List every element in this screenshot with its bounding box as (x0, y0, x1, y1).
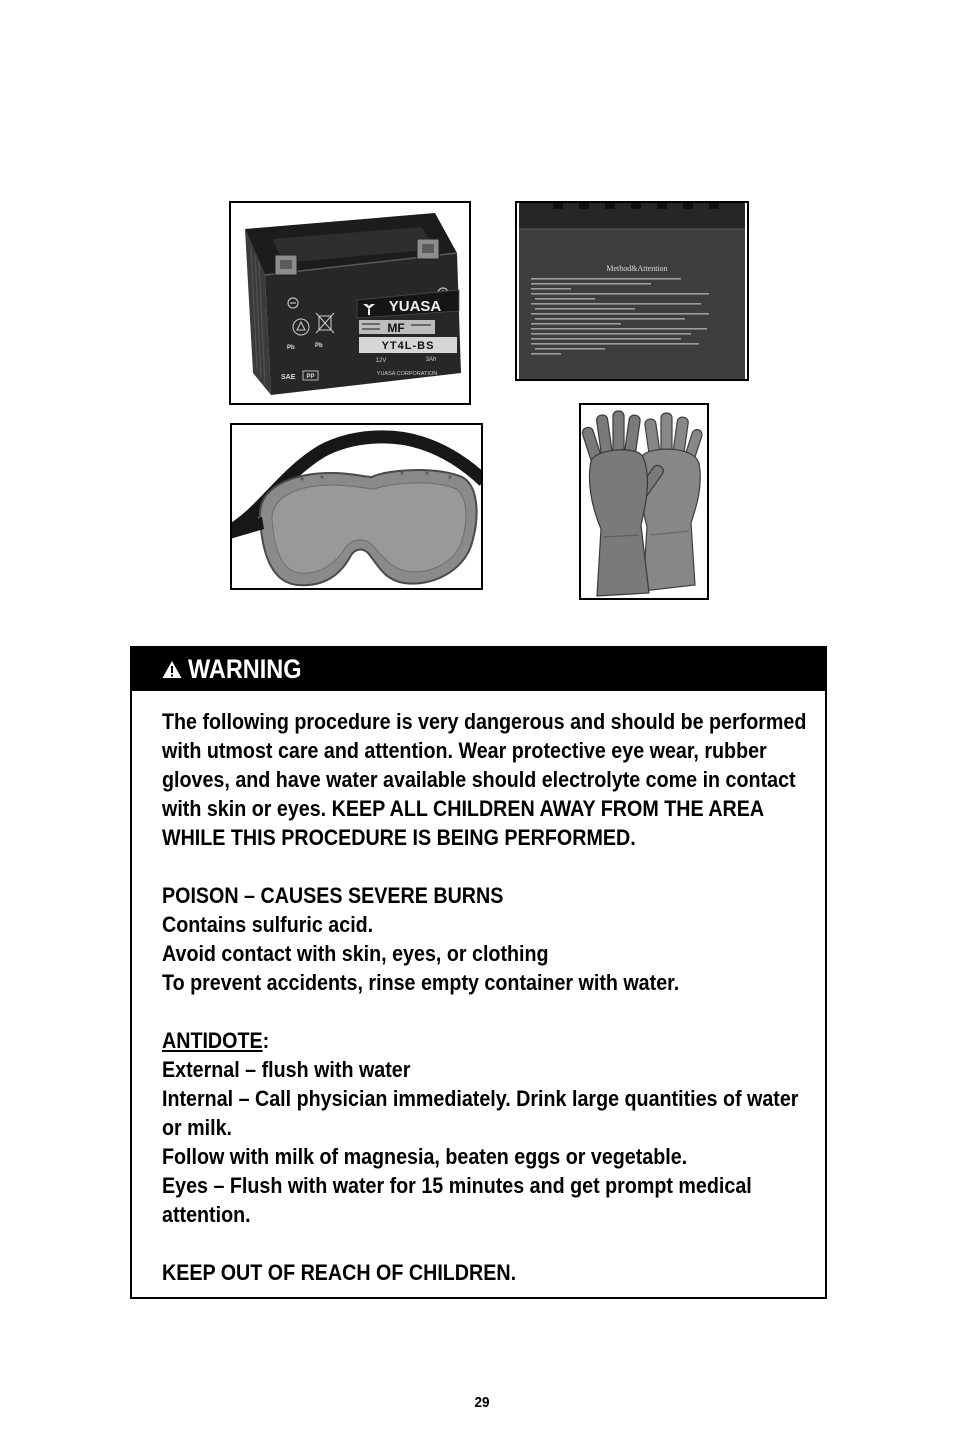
antidote-heading (162, 1026, 755, 1055)
standard-mark: SAE (281, 374, 296, 381)
terminal-mark-left: Pb (287, 345, 295, 351)
caution-label-title: Method&Attention (606, 264, 668, 273)
glove-back (641, 413, 703, 591)
intro-line: The following procedure is very dangerous and should be performed (162, 709, 807, 734)
poison-section (162, 881, 825, 997)
warning-title: WARNING (188, 654, 302, 684)
battery-model: YT4L-BS (381, 340, 435, 352)
poison-line: POISON – CAUSES SEVERE BURNS (162, 883, 504, 908)
antidote-section (162, 1026, 825, 1229)
warning-intro (162, 707, 825, 852)
intro-line: gloves, and have water available should electrolyte come in contact (162, 767, 796, 792)
intro-line: WHILE THIS PROCEDURE IS BEING PERFORMED. (162, 825, 636, 850)
battery-brand: YUASA (388, 298, 442, 315)
antidote-line: Follow with milk of magnesia, beaten eggs or vegetable. (162, 1144, 688, 1169)
terminal-mark-right: Pb (315, 343, 323, 349)
battery-maker: YUASA CORPORATION (376, 371, 438, 377)
warning-body (132, 691, 825, 1287)
antidote-line: Eyes – Flush with water for 15 minutes and get prompt medical (162, 1173, 752, 1198)
antidote-heading-text: ANTIDOTE (162, 1028, 263, 1053)
warning-header (132, 648, 825, 691)
rubber-gloves-illustration (581, 405, 707, 598)
closing-line: KEEP OUT OF REACH OF CHILDREN. (162, 1260, 517, 1285)
antidote-line: or milk. (162, 1115, 233, 1140)
antidote-line: Internal – Call physician immediately. Drink large quantities of water (162, 1086, 799, 1111)
intro-line: with utmost care and attention. Wear protective eye wear, rubber (162, 738, 767, 763)
battery-front-photo (229, 201, 471, 405)
battery-front-illustration (231, 203, 469, 403)
crossed-bin-icon (316, 313, 334, 333)
poison-line: To prevent accidents, rinse empty container with water. (162, 970, 680, 995)
safety-goggles-illustration (232, 425, 481, 588)
antidote-line: attention. (162, 1202, 251, 1227)
antidote-heading-colon: : (262, 1028, 270, 1053)
closing-section (162, 1258, 825, 1287)
battery-capacity: 3Ah (425, 357, 437, 363)
poison-line: Contains sulfuric acid. (162, 912, 374, 937)
battery-voltage: 12V (375, 358, 387, 364)
page-number: 29 (474, 1394, 490, 1411)
battery-badge: MF (387, 321, 405, 335)
poison-line: Avoid contact with skin, eyes, or clothing (162, 941, 549, 966)
antidote-line: External – flush with water (162, 1057, 411, 1082)
warning-box (130, 646, 827, 1299)
warning-triangle-icon (162, 660, 182, 679)
material-mark: PP (306, 374, 315, 380)
battery-back-photo (515, 201, 749, 381)
battery-back-illustration (517, 203, 747, 379)
intro-line: with skin or eyes. KEEP ALL CHILDREN AWAY FROM THE AREA (162, 796, 765, 821)
safety-goggles-photo (230, 423, 483, 590)
rubber-gloves-photo (579, 403, 709, 600)
